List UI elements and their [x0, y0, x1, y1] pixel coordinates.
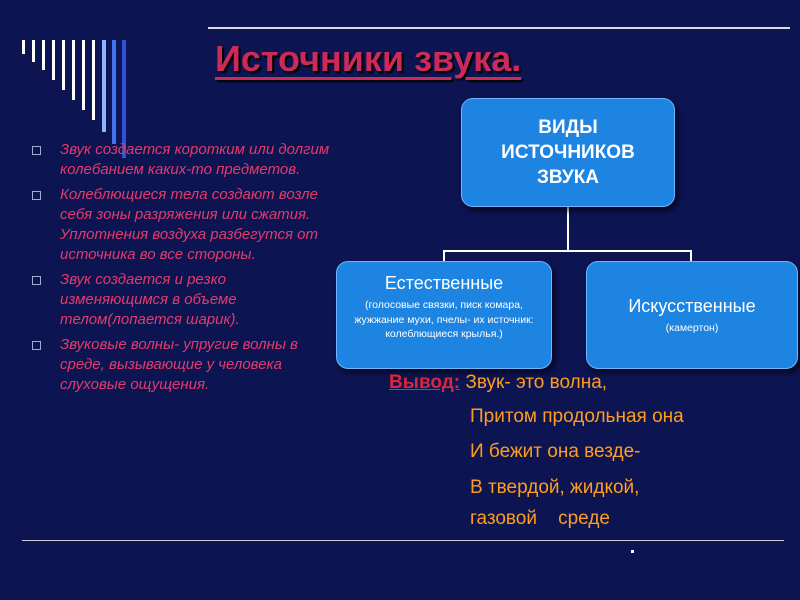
square-bullet-icon [32, 341, 41, 350]
square-bullet-icon [32, 191, 41, 200]
square-bullet-icon [32, 276, 41, 285]
sound-source-types-box [461, 98, 675, 207]
square-bullet-icon [32, 146, 41, 155]
bullet-text: Колеблющиеся тела создают возле себя зоны разряжения или сжатия. Уплотнения воздуха разбегутся от источника во все стороны. [60, 186, 318, 263]
conclusion-label: Вывод: [389, 372, 461, 393]
natural-detail: (голосовые связки, писк комара, жужжание мухи, пчелы- их источник: колеблющиеся крылья.) [354, 299, 534, 340]
natural-label: Естественные [384, 273, 504, 293]
bullet-text: Звук создается коротким или долгим колебанием каких-то предметов. [60, 141, 330, 178]
bottom-divider [22, 540, 784, 541]
artificial-sources-box [586, 261, 798, 369]
conclusion-line-3: И бежит она везде- [470, 441, 641, 462]
decorative-dot [631, 550, 634, 553]
conclusion-line-4: В твердой, жидкой, [470, 477, 640, 498]
conclusion-line-5: газовой среде [470, 508, 610, 529]
root-label: ВИДЫ ИСТОЧНИКОВ ЗВУКА [501, 117, 635, 188]
bullet-list [30, 140, 330, 400]
slide-title: Источники звука. [215, 38, 522, 79]
bullet-item [30, 140, 330, 180]
bullet-item [30, 185, 330, 265]
artificial-label: Искусственные [628, 295, 756, 316]
top-divider [208, 27, 790, 29]
connector-vertical-root [567, 207, 569, 251]
natural-sources-box [336, 261, 552, 369]
conclusion-text: Звук- это волна, [465, 372, 608, 393]
conclusion-line-1 [389, 372, 607, 394]
bullet-text: Звук создается и резко изменяющимся в объеме телом(лопается шарик). [60, 271, 240, 328]
connector-horizontal [443, 250, 692, 252]
artificial-detail: (камертон) [665, 321, 719, 334]
conclusion-line-2: Притом продольная она [470, 406, 684, 427]
bullet-item [30, 270, 330, 330]
bullet-item [30, 335, 330, 395]
bullet-text: Звуковые волны- упругие волны в среде, вызывающие у человека слуховые ощущения. [60, 336, 298, 393]
